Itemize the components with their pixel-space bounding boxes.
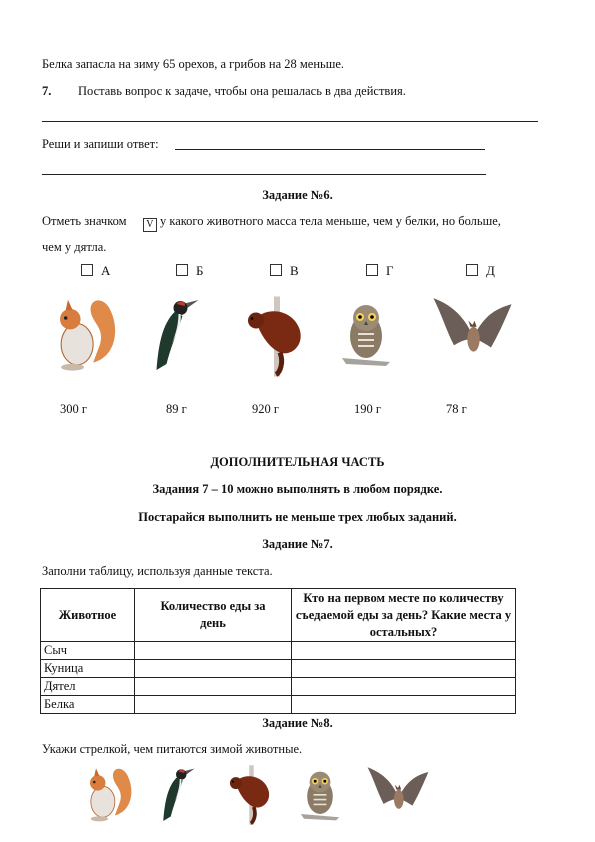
table-row: Дятел: [41, 678, 516, 696]
option-v[interactable]: В: [270, 263, 299, 279]
squirrel-icon[interactable]: [78, 764, 138, 824]
solve-line-2[interactable]: [42, 174, 486, 175]
mass-woodpecker: 89 г: [166, 402, 187, 416]
woodpecker-icon[interactable]: [158, 764, 200, 824]
checkbox-icon[interactable]: [466, 264, 478, 276]
checkbox-icon[interactable]: [270, 264, 282, 276]
table-cell[interactable]: [135, 660, 292, 678]
checkbox-icon[interactable]: [176, 264, 188, 276]
table-cell[interactable]: [292, 642, 516, 660]
marten-icon[interactable]: [224, 764, 276, 826]
option-d[interactable]: Д: [466, 263, 495, 279]
data-table: [40, 588, 516, 714]
table-header: Количество еды за день: [135, 589, 292, 642]
table-cell[interactable]: [292, 678, 516, 696]
table-cell[interactable]: [135, 696, 292, 714]
checkbox-icon[interactable]: [81, 264, 93, 276]
extra-part-note-1: Задания 7 – 10 можно выполнять в любом порядке.: [152, 482, 443, 496]
extra-part-note-2: Постарайся выполнить не меньше трех любых заданий.: [138, 510, 457, 524]
mass-bat: 78 г: [446, 402, 467, 416]
task7b-title: Задание №7.: [262, 537, 333, 551]
solve-line[interactable]: [175, 149, 485, 150]
checkbox-icon[interactable]: [366, 264, 378, 276]
table-row: Белка: [41, 696, 516, 714]
table-cell[interactable]: [292, 660, 516, 678]
owl-icon: [336, 294, 396, 372]
task8-instruction: Укажи стрелкой, чем питаются зимой животные.: [42, 742, 303, 756]
bat-icon[interactable]: [365, 764, 431, 820]
mass-marten: 920 г: [252, 402, 280, 416]
table-cell[interactable]: [135, 678, 292, 696]
mass-squirrel: 300 г: [60, 402, 88, 416]
problem-text: Белка запасла на зиму 65 орехов, а грибов на 28 меньше.: [42, 57, 345, 71]
task7-instruction: Поставь вопрос к задаче, чтобы она решалась в два действия.: [78, 84, 406, 98]
table-header: Кто на первом месте по количеству съедаемой еды за день? Какие места у остальных?: [292, 589, 516, 642]
table-header: Животное: [41, 589, 135, 642]
owl-icon[interactable]: [296, 764, 344, 824]
squirrel-icon: [44, 294, 124, 374]
task8-title: Задание №8.: [262, 716, 333, 730]
table-row: Куница: [41, 660, 516, 678]
mass-owl: 190 г: [354, 402, 382, 416]
option-b[interactable]: Б: [176, 263, 203, 279]
option-g[interactable]: Г: [366, 263, 394, 279]
table-header-row: [41, 589, 516, 642]
task7-number: 7.: [42, 84, 52, 98]
task6-instruction-2: чем у дятла.: [42, 240, 107, 254]
woodpecker-icon: [150, 294, 205, 374]
marten-icon: [240, 294, 310, 379]
task6-instruction: Отметь значком V у какого животного масса тела меньше, чем у белки, но больше,: [42, 214, 501, 230]
task6-title: Задание №6.: [262, 188, 333, 202]
option-a[interactable]: А: [81, 263, 110, 279]
answer-line[interactable]: [42, 121, 538, 122]
checkmark-icon: V: [143, 218, 157, 232]
task7b-instruction: Заполни таблицу, используя данные текста.: [42, 564, 273, 578]
table-row: Сыч: [41, 642, 516, 660]
table-cell[interactable]: [135, 642, 292, 660]
bat-icon: [430, 294, 515, 366]
solve-label: Реши и запиши ответ:: [42, 137, 159, 151]
table-cell[interactable]: [292, 696, 516, 714]
extra-part-title: ДОПОЛНИТЕЛЬНАЯ ЧАСТЬ: [210, 455, 385, 469]
